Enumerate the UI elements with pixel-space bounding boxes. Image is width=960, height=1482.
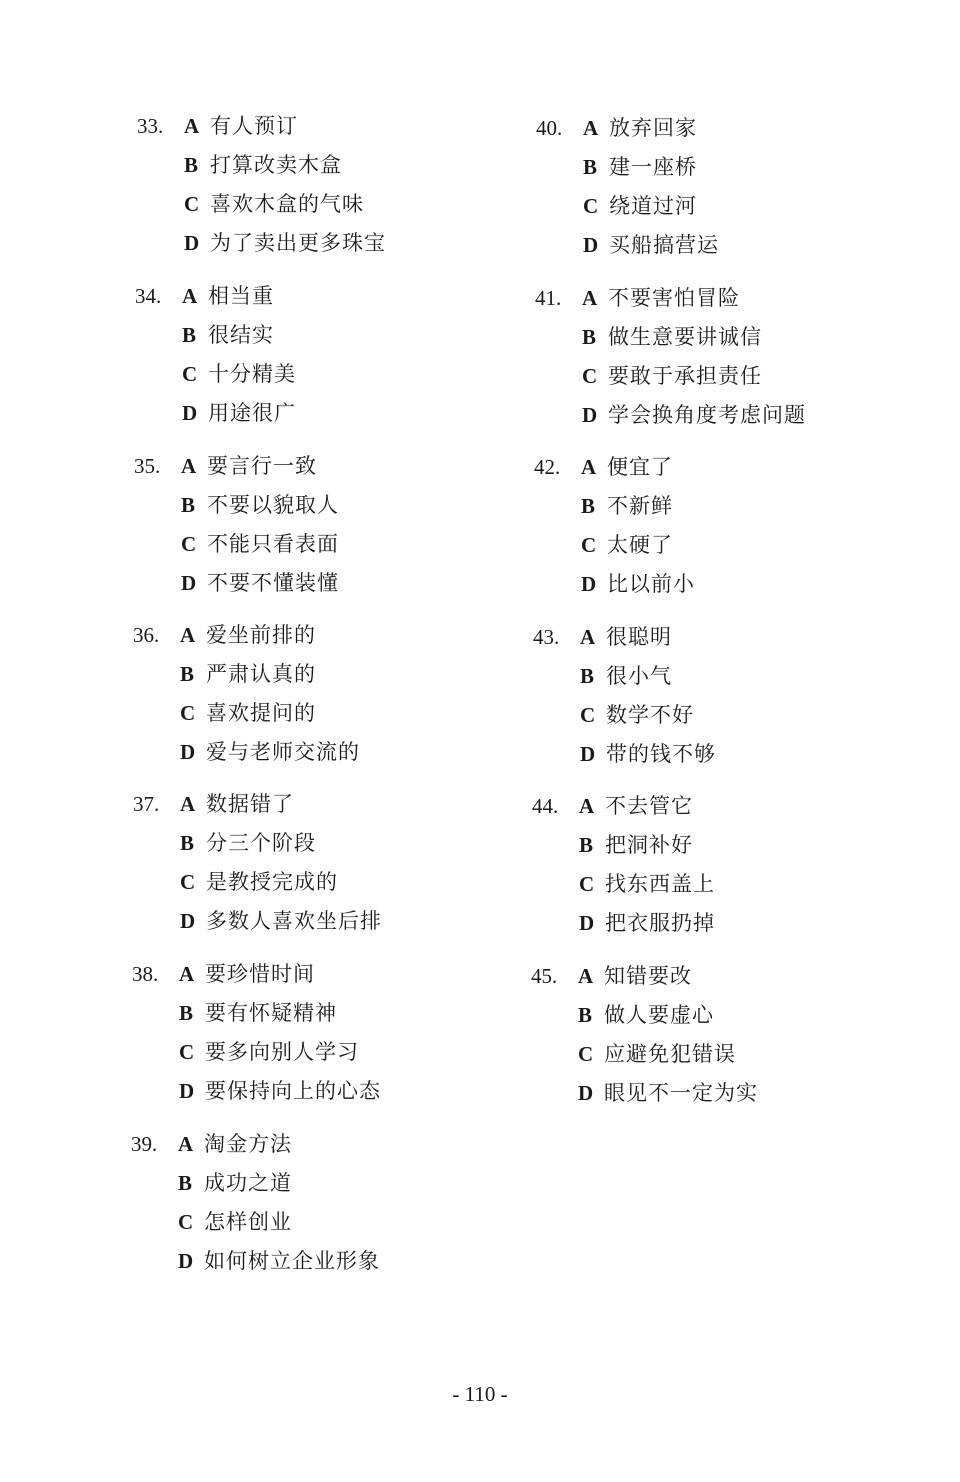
option-letter: A — [181, 454, 197, 478]
option-letter: B — [583, 155, 598, 179]
question-number: 33. — [137, 114, 164, 138]
option-letter: A — [579, 794, 595, 818]
option-letter: B — [580, 664, 595, 688]
option-letter: C — [580, 703, 596, 727]
option-text: 便宜了 — [607, 455, 673, 479]
option-text: 是教授完成的 — [206, 870, 338, 894]
option-text: 要保持向上的心态 — [205, 1079, 381, 1103]
option-text: 学会换角度考虑问题 — [608, 403, 806, 427]
option-text: 很聪明 — [606, 625, 672, 649]
option-text: 为了卖出更多珠宝 — [210, 231, 386, 255]
option-letter: B — [578, 1003, 593, 1027]
option-text: 怎样创业 — [204, 1210, 292, 1234]
option-letter: B — [581, 494, 596, 518]
question-number: 35. — [134, 454, 161, 478]
question-number: 42. — [534, 455, 561, 479]
option-letter: C — [181, 532, 197, 556]
option-text: 成功之道 — [204, 1171, 292, 1195]
question-number: 41. — [535, 286, 562, 310]
option-letter: A — [184, 114, 200, 138]
option-letter: D — [180, 909, 196, 933]
option-text: 把洞补好 — [605, 833, 693, 857]
option-text: 眼见不一定为实 — [604, 1081, 758, 1105]
option-letter: C — [583, 194, 599, 218]
option-letter: D — [579, 911, 595, 935]
option-letter: D — [180, 740, 196, 764]
option-letter: B — [182, 323, 197, 347]
option-letter: B — [579, 833, 594, 857]
option-letter: B — [178, 1171, 193, 1195]
option-text: 很结实 — [208, 323, 274, 347]
option-letter: C — [179, 1040, 195, 1064]
option-text: 数据错了 — [206, 792, 294, 816]
question-number: 37. — [133, 792, 160, 816]
option-letter: B — [184, 153, 199, 177]
option-text: 分三个阶段 — [206, 831, 316, 855]
option-letter: C — [184, 192, 200, 216]
option-text: 如何树立企业形象 — [204, 1249, 380, 1273]
option-text: 爱与老师交流的 — [206, 740, 360, 764]
option-letter: D — [583, 233, 599, 257]
option-letter: C — [578, 1042, 594, 1066]
option-letter: C — [582, 364, 598, 388]
option-letter: C — [180, 870, 196, 894]
option-letter: B — [582, 325, 597, 349]
option-text: 喜欢提问的 — [206, 701, 316, 725]
option-text: 知错要改 — [604, 964, 692, 988]
option-text: 建一座桥 — [609, 155, 697, 179]
option-letter: D — [184, 231, 200, 255]
option-letter: D — [181, 571, 197, 595]
question-number: 44. — [532, 794, 559, 818]
question-number: 34. — [135, 284, 162, 308]
option-text: 很小气 — [606, 664, 672, 688]
option-letter: D — [179, 1079, 195, 1103]
option-text: 不能只看表面 — [207, 532, 339, 556]
option-text: 要多向别人学习 — [205, 1040, 359, 1064]
option-letter: C — [182, 362, 198, 386]
option-letter: A — [578, 964, 594, 988]
option-text: 做生意要讲诚信 — [608, 325, 762, 349]
option-text: 要有怀疑精神 — [205, 1001, 337, 1025]
option-letter: C — [180, 701, 196, 725]
option-letter: B — [180, 662, 195, 686]
option-text: 多数人喜欢坐后排 — [206, 909, 382, 933]
option-letter: A — [179, 962, 195, 986]
option-text: 找东西盖上 — [605, 872, 715, 896]
option-text: 不要不懂装懂 — [207, 571, 339, 595]
option-letter: C — [579, 872, 595, 896]
option-text: 买船搞营运 — [609, 233, 719, 257]
option-letter: D — [578, 1081, 594, 1105]
option-letter: A — [178, 1132, 194, 1156]
question-number: 39. — [131, 1132, 158, 1156]
option-text: 十分精美 — [208, 362, 296, 386]
question-number: 40. — [536, 116, 563, 140]
option-text: 喜欢木盒的气味 — [210, 192, 364, 216]
option-text: 数学不好 — [606, 703, 694, 727]
option-letter: B — [179, 1001, 194, 1025]
option-text: 要言行一致 — [207, 454, 317, 478]
option-letter: D — [178, 1249, 194, 1273]
option-text: 要珍惜时间 — [205, 962, 315, 986]
option-letter: A — [582, 286, 598, 310]
option-text: 把衣服扔掉 — [605, 911, 715, 935]
option-text: 严肃认真的 — [206, 662, 316, 686]
question-number: 36. — [133, 623, 160, 647]
option-text: 绕道过河 — [609, 194, 697, 218]
option-text: 打算改卖木盒 — [210, 153, 342, 177]
option-letter: B — [181, 493, 196, 517]
option-letter: D — [582, 403, 598, 427]
option-text: 不要以貌取人 — [207, 493, 339, 517]
option-letter: C — [581, 533, 597, 557]
option-text: 太硬了 — [607, 533, 673, 557]
option-text: 不去管它 — [605, 794, 693, 818]
option-letter: D — [581, 572, 597, 596]
option-letter: A — [182, 284, 198, 308]
option-letter: A — [581, 455, 597, 479]
option-text: 淘金方法 — [204, 1132, 292, 1156]
option-letter: D — [182, 401, 198, 425]
option-letter: B — [180, 831, 195, 855]
option-text: 不要害怕冒险 — [608, 286, 740, 310]
option-text: 带的钱不够 — [606, 742, 716, 766]
option-letter: A — [180, 623, 196, 647]
option-letter: C — [178, 1210, 194, 1234]
option-letter: A — [180, 792, 196, 816]
option-text: 放弃回家 — [609, 116, 697, 140]
page-number: - 110 - — [452, 1382, 508, 1406]
option-text: 做人要虚心 — [604, 1003, 714, 1027]
option-letter: A — [580, 625, 596, 649]
option-text: 爱坐前排的 — [206, 623, 316, 647]
option-text: 相当重 — [208, 284, 274, 308]
option-text: 比以前小 — [607, 572, 695, 596]
option-text: 要敢于承担责任 — [608, 364, 762, 388]
option-letter: D — [580, 742, 596, 766]
option-text: 不新鲜 — [607, 494, 673, 518]
option-text: 用途很广 — [208, 401, 296, 425]
question-number: 45. — [531, 964, 558, 988]
option-text: 应避免犯错误 — [604, 1042, 736, 1066]
question-number: 38. — [132, 962, 159, 986]
question-number: 43. — [533, 625, 560, 649]
option-text: 有人预订 — [210, 114, 298, 138]
option-letter: A — [583, 116, 599, 140]
